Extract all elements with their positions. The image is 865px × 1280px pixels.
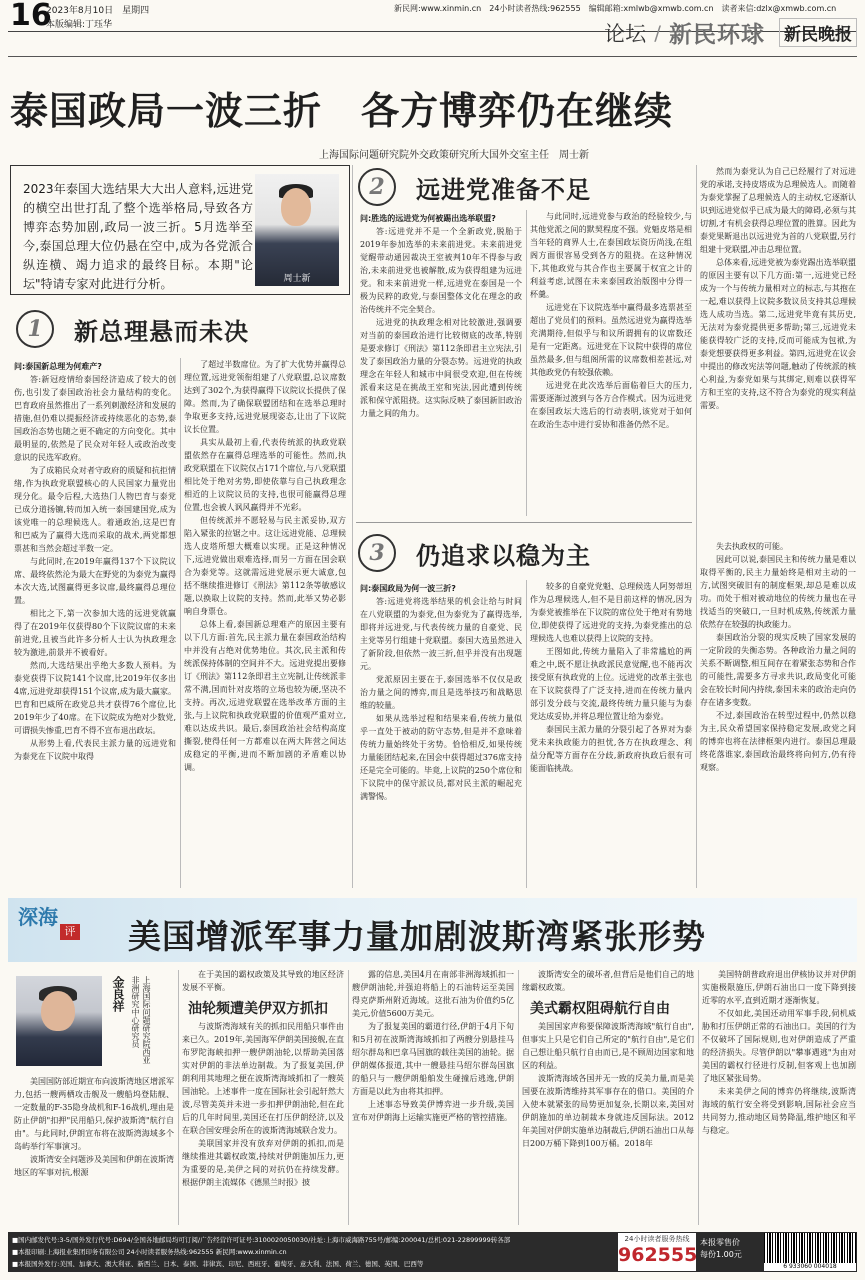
section-3-title: 仍追求以稳为主 <box>416 541 591 570</box>
section-divider <box>356 522 692 523</box>
article-2-headline: 美国增派军事力量加剧波斯湾紧张形势 <box>128 917 706 956</box>
column-rule <box>526 210 527 516</box>
price-label: 本报零售价 <box>700 1238 740 1247</box>
section-2-col-2 <box>530 210 692 516</box>
paragraph: 美联国家并没有放弃对伊朗的抓扣,而是继续推进其霸权政策,持续对伊朗施加压力,更为重要的是,美伊之间的对抗仍在持续发酵。根据伊朗主流媒体《德黑兰时报》披 <box>182 1139 344 1187</box>
article-byline: 上海国际问题研究院外交政策研究所大国外交室主任 周士新 <box>319 150 589 161</box>
paragraph: 露的信息,美国4月在南部非洲海域抓扣一艘伊朗油轮,并强迫将船上的石油转运至美国得克萨斯州附近海域。这批石油为价值约5亿美元,价值5600万美元。 <box>352 970 514 1018</box>
author-2-name: 金良祥 <box>111 976 125 1012</box>
paragraph: 失去执政权的可能。 <box>716 542 788 551</box>
article-2-col-2 <box>352 968 514 1225</box>
column-rule <box>180 358 181 888</box>
paragraph: 波斯湾海域各国并无一致的反美力量,而是美国要在波斯湾维持其军事存在的借口。美国的介入使本就紧张的局势更加复杂,长期以来,美国对伊朗施加的单边制裁本身就违反国际法。2012年美国对伊朗实施单边制裁后,伊朗石油出口从每日200万桶下降到100万桶。2018年 <box>522 1074 694 1148</box>
question-line: 问:泰国政局为何一波三折? <box>360 584 456 593</box>
paragraph: 上述事态导致美伊博弈进一步升级,美国宣布对伊朗海上运输实施更严格的管控措施。 <box>352 1100 514 1122</box>
paragraph: 但传统派并不愿轻易与民主派妥协,双方陷入紧张的拉锯之中。这让远进党能、总理候选人皮塔所想大概难以实现。正是这种情况下,远进党做出艰难选择,而另一方面在国会联合为泰党等。这就需远进党展示更大诚意,包括不继续推进修订《刑法》第112条等敏感议题,以换取上议院的支持。然而,此举又势必影响自身票仓。 <box>184 516 346 616</box>
question-line: 问:泰国新总理为何难产? <box>14 362 102 371</box>
paragraph: 答:新冠疫情给泰国经济造成了较大的创伤,也引发了泰国政治社会力量结构的变化。巴育政府虽然推出了一系列刺激经济和发展的措施,但仍难以提振经济或持续恶化的态势,泰国政治态势也随之更不确定的方向变化。其中最明显的,依然是了民众对年轻人或政治改变意识的民选军政府。 <box>14 375 176 462</box>
paragraph: 如果从选举过程和结果来看,传统力量似乎一直处于被动的防守态势,但是并不意味着传统力量始终处于劣势。恰恰相反,如果传统力量能团结起来,在国会中获得超过376席支持还是完全可能的。毕竟,上议院的250个席位和下议院中的保守派议员,都对民主派的崛起充满警惕。 <box>360 714 522 801</box>
paragraph: 具实从最初上看,代表传统派的执政党联盟依然存在赢得总理选举的可能性。然而,执政党联盟在下议院仅占171个席位,与八党联盟相比处于绝对劣势,即使依靠与自己执政理念相近的上议院议员的支持,也很可能赢得总理位置,也会被人讽风赢得并不光彩。 <box>184 438 346 512</box>
paragraph: 在于美国的霸权政策及其导致的地区经济发展不平衡。 <box>182 970 344 992</box>
author-2-photo <box>16 976 102 1066</box>
article-2-col-4 <box>702 968 856 1225</box>
section-3-col-3 <box>700 540 856 888</box>
section-name: 论坛 <box>604 21 647 46</box>
section-1-col-2 <box>184 358 346 888</box>
paragraph: 总体来看,远进党被为泰党踢出选举联盟的原因主要有以下几方面:第一,远进党已经成为一个与传统力量相对立的标志,与其抱在一起,难以获得上议院多数议员支持其总理候选人成功当选。第二,远进党毕竟有其历史,无法对为泰党提供更多帮助;第三,远进党未能获得较广泛的支持,反而可能成为包袱,为泰党想要获得更多利益。第四,远进党在议会中提出的修改宪法等问题,触动了传统派的核心利益,为泰党如果与其绑定,则难以获得军方和王室的支持,这不符合为泰党的现实利益需要。 <box>700 258 856 410</box>
section-1-title: 新总理悬而未决 <box>74 317 249 346</box>
paragraph: 王图如此,传统力量陷入了非常尴尬的两难之中,既不愿让执政派民意觉醒,也不能再次接受原有执政党的上位。远进党的改革主张也在下议院获得了广泛支持,进而在传统力量内部引发分歧与交流,最终传统力量只能与为泰党达成妥协,并将总理位置让给为泰党。 <box>530 647 692 721</box>
paragraph: 党派原因主要在于,泰国选举不仅仅是政治力量之间的博弈,而且是选举技巧和战略思维的较量。 <box>360 675 522 710</box>
section-2-col-3 <box>700 165 856 505</box>
article-headline: 泰国政局一波三折 各方博弈仍在继续 <box>10 89 674 133</box>
paragraph: 远进党在此次选举后面临着巨大的压力,需要逐渐过渡到与各方合作模式。因为远进党在泰国政坛大选后的行动表明,该党对于如何在政治生态中进行妥协和准备仍然不足。 <box>530 381 692 429</box>
barcode-number: 6 933060 004018 <box>764 1263 856 1271</box>
paragraph: 答:远进党将选举结果的机会让给与时间在八党联盟的为泰党,但为泰党为了赢得选举,即将并远进党,与代表传统力量的自豪党、民主党等另行组建十党联盟。泰国大选虽然进入了新阶段,但依然一波三折,但乎并没有出现题元。 <box>360 597 522 671</box>
header-divider <box>8 56 857 57</box>
newspaper-logo: 新民晚报 <box>779 18 857 47</box>
section-2-col-1 <box>360 210 522 516</box>
article-2-col-1 <box>182 1020 344 1225</box>
author-2-affiliation: 上海国际问题研究院西亚非洲研究中心研究员 <box>131 976 151 1064</box>
author-photo <box>255 174 339 286</box>
hotline-number: 962555 <box>618 1244 698 1266</box>
column-rule <box>698 970 699 1225</box>
paragraph: 为了成箱民众对者守政府的质疑和抗拒情绪,作为执政党联盟核心的人民国家力量党出现分化。最令后程,大选热门人物巴育与泰党已成分道扬镳,转而加入统一泰国建国党,成为该党唯一的总理候选人。着通政治,这是巴育和巴威为了赢得大选而采取的战术,两党都想票甚和当然会超过半数一定。 <box>14 466 176 553</box>
paragraph: 波斯湾安全的破坏者,但背后是他们自己的地缘霸权政策。 <box>522 970 694 992</box>
footer-bar <box>8 1232 857 1272</box>
subsection-name: 新民环球 <box>669 21 765 48</box>
paragraph: 因此可以说,泰国民主和传统力量是难以取得平衡的,民主力量始终是相对主动的一方,试图突破旧有的制度框架,却总是难以成功。而处于相对被动地位的传统力量也在寻找适当的突破口,一旦时机成熟,传统派力量依然存在较强的执政能力。 <box>700 555 856 629</box>
column-rule <box>348 970 349 1225</box>
paragraph: 美国特朗普政府退出伊核协议并对伊朗实施极限施压,伊朗石油出口一度下降到接近零的水平,直到近期才逐渐恢复。 <box>702 970 856 1005</box>
section-slash: / <box>654 20 661 45</box>
issue-date: 2023年8月10日 星期四 <box>46 6 150 16</box>
section-3-number: 3 <box>358 534 396 572</box>
column-rule <box>178 970 179 1225</box>
paragraph: 不仅如此,美国还动用军事手段,伺机威胁和打压伊朗正常的石油出口。美国的行为不仅破坏了国际规则,也对伊朗造成了严重的经济损失。尽管伊朗以"攀事遇逃"为由对美国的霸权行径进行反制,但客观上也加剧了地区紧张局势。 <box>702 1009 856 1083</box>
paragraph: 然而为泰党认为自己已经履行了对远进党的承诺,支持皮塔成为总理候选人。而随着为泰党掌握了总理候选人的主动权,它逐渐认识到远进党似乎已成为最大的障碍,必须与其切割,才有机会获得总理位置的胜算。因此为泰党果断退出以远进党为首的八党联盟,另行组建十党联盟,冲击总理位置。 <box>700 167 856 254</box>
photo-caption: 周士新 <box>283 274 311 284</box>
paragraph: 与此同时,在2019年赢得137个下议院议席、最终依然沦为最大在野党的为泰党为赢得本次大选,试图赢得更多议席,最终赢得总理位置。 <box>14 557 176 605</box>
column-logo <box>14 904 84 956</box>
page-number: 16 <box>10 0 52 33</box>
price-value: 每份1.00元 <box>700 1250 742 1259</box>
section-2-heading <box>358 168 591 206</box>
paragraph: 美国国家声称要保障波斯湾海域"航行自由",但事实上只是它们自己所定的"航行自由",是它们自己想让船只航行自由而已,是不顾周边国家和地区的利益。 <box>522 1022 694 1070</box>
paragraph: 波斯湾安全问题涉及美国和伊朗在波斯湾地区的军事对抗,根源 <box>14 1155 174 1177</box>
paragraph: 答:远进党并不是一个全新政党,脱胎于2019年参加选举的未来前进党。未来前进党觉醒带动通因裁决王室被判10年不得参与政治,未来前进党也被解散,成为获得组建为远进党。和未来前进党一样,远进党在泰国是一个极为民粹的政党,与泰国整体文化在理念的政治传统并不完全契合。 <box>360 227 522 314</box>
paragraph: 总体上看,泰国新总理难产的原因主要有以下几方面:首先,民主派力量在泰国政治结构中并没有占绝对优势地位。其次,民主派和传统派保持体制的空间并不大。远进党提出要修订《刑法》第112条即君主立宪制,让传统派非常不满,国而针对皮塔的立场也较为硬,坚决不支持。再次,远进党联盟在选举改革方面的主张,与上议院和执政党联盟的价值观严重对立,难以达成共识。最后,泰国政治社会结构高度撕裂,使得任何一方都难以在两大阵营之间达成稳定的平衡,进而不断加剧的矛盾难以协调。 <box>184 620 346 772</box>
editor-credit: 本版编辑:丁珏华 <box>46 20 113 30</box>
paragraph: 从形势上看,代表民主派力量的远进党和为泰党在下议院中取得 <box>14 739 176 761</box>
paragraph: 较多的自豪党党魁、总理候选人阿努蒂坦作为总理候选人,但不是目前这样的情况,因为为泰党被推举在下议院的席位处于绝对有势地位,即使获得了远进党的支持,为泰党推出的总理候选人也难以获得上议院的支持。 <box>530 582 692 643</box>
paragraph: 了超过半数席位。为了扩大优势并赢得总理位置,远进党领衔组建了八党联盟,总议席数达到了302个,为获得赢得下议院议长提供了保障。然而,为了确保联盟团结和在选举总理时争取更多支持,远进党展现姿态,让出了下议院议长位置。 <box>184 360 346 434</box>
section-2-title: 远进党准备不足 <box>416 175 591 204</box>
article-2-author <box>16 970 176 1066</box>
paragraph: 泰国民主派力量的分裂引起了各界对为泰党未来执政能力的担忧,各方在执政理念、利益分配等方面存在分歧,新政府执政后很有可能面临挑战。 <box>530 725 692 773</box>
subheading-2: 美式霸权阻碍航行自由 <box>530 1001 670 1017</box>
section-3-heading <box>358 534 591 572</box>
hotline-box <box>618 1233 696 1271</box>
contact-line: 新民网:www.xinmin.cn 24小时读者热线:962555 编辑邮箱:xmlwb@xmwb.com.cn 读者来信:dzlx@xmwb.com.cn <box>394 4 837 13</box>
article-2-col-3-top <box>522 968 694 996</box>
paragraph: 远进党在下议院选举中赢得最多选票甚至超出了党员们的预料。虽然远进党为赢得选举充满期待,但似乎与和议所谓拥有的议席数还是有一定距离。远进党在下议院中获得的席位虽然最多,但与组阁所需的议席数相差甚远,对其他政党仍有较强依赖。 <box>530 303 692 377</box>
intro-box <box>10 165 350 295</box>
article-2-col-1-top <box>182 968 344 996</box>
section-3-col-1 <box>360 580 522 888</box>
section-3-col-2 <box>530 580 692 888</box>
footer-line-1: ■国内邮发代号:3-5/国外发行代号:D694/全国各地邮局均可订阅/广告经营许可证号:3100020050030/社址:上海市威海路755号/邮编:200041/总机:021-22899999转各部 <box>12 1236 511 1244</box>
column-rule <box>352 165 353 888</box>
column-rule <box>518 970 519 1225</box>
article-2-banner <box>8 898 857 962</box>
paragraph: 为了报复美国的霸道行径,伊朗于4月下旬和5月初在波斯湾海域抓扣了两艘分别悬挂马绍尔群岛和巴拿马国旗的载往美国的油轮。据伊朗媒体报道,其中一艘悬挂马绍尔群岛国旗的船只与一艘伊朗船舶发生碰撞后逃逸,伊朗方面是以此为由将其扣押。 <box>352 1022 514 1096</box>
section-1-number: 1 <box>16 310 54 348</box>
paragraph: 不过,泰国政治在转型过程中,仍然以稳为主,民众希望国家保持稳定发展,政党之间的博弈也将在法律框架内进行。泰国总理最终花落谁家,泰国政治最终将向何方,仍有待观察。 <box>700 711 856 772</box>
price-box <box>700 1233 762 1271</box>
column-rule <box>696 165 697 888</box>
photo-face <box>41 991 75 1031</box>
article-2-col-0 <box>14 1075 174 1225</box>
article-2-col-3 <box>522 1020 694 1225</box>
section-banner <box>604 16 857 49</box>
column-logo-text: 深海 <box>18 905 58 929</box>
barcode <box>764 1233 856 1271</box>
subheading-1: 油轮频遭美伊双方抓扣 <box>188 1001 328 1017</box>
paragraph: 与波斯湾海域有关的抓扣民用船只事件由来已久。2019年,美国海军伊朗美国接舰,在直布罗陀海峡扣押一艘伊朗油轮,以帮助美国落实对伊朗的非法单边制裁。为了报复美国,伊朗利用其地理之便在波斯湾海域抓扣了一艘英国油轮。上述事件一度在国际社会引起轩然大波,尽管美英并未进一步扣押伊朗油轮,但在此后的几年时间里,美国还在打压伊朗经济,以及在联合国安理会所在的波斯湾海域联合发力。 <box>182 1022 344 1135</box>
section-1-col-1 <box>14 358 176 888</box>
question-line: 问:胜选的远进党为何被踢出选举联盟? <box>360 214 496 223</box>
paragraph: 相比之下,第一次参加大选的远进党就赢得了在2019年仅获得80个下议院议席的未来前进党,且被当此许多分析人士认为执政理念较为激进,前景并不被看好。 <box>14 609 176 657</box>
photo-face <box>281 188 311 226</box>
footer-line-2: ■本报印刷:上海报业集团印务有限公司 24小时读者服务热线:962555 新民网:www.xinmin.cn <box>12 1248 287 1256</box>
paragraph: 然而,大选结果出乎绝大多数人预料。为泰党获得下议院141个议席,比2019年仅多出4席,远进党却获得151个议席,成为最大赢家。巴育和巴威所在政党总共才获得76个席位,比2019年少了40席。在下议院成为绝对少数党,可谓损失惨重,巴育不得不宣布退出政坛。 <box>14 661 176 735</box>
column-rule <box>526 580 527 888</box>
column-logo-tag: 评 <box>60 924 80 940</box>
paragraph: 美国国防部近期宣布向波斯湾地区增派军力,包括一艘两栖攻击舰及一艘船坞登陆舰、一定数量的F-35隐身战机和F-16战机,理由是防止伊朗"扣押"民用船只,保护波斯湾"航行自由"。与此同时,伊朗宣布将在波斯湾海域多个岛屿举行军事演习。 <box>14 1077 174 1151</box>
paragraph: 泰国政治分裂的现实反映了国家发展的一定阶段的失衡态势。各种政治力量之间的关系不断调整,相互间存在着紧张态势和合作的可能性,需要多方寻求共识,政局变化可能会在较长时间内持续,泰国未来的政治走向仍存在诸多变数。 <box>700 633 856 707</box>
footer-line-3: ■本报国外发行:美国、加拿大、澳大利亚、新西兰、日本、泰国、菲律宾、印尼、西班牙、葡萄牙、意大利、法国、荷兰、德国、英国、巴西等 <box>12 1260 424 1268</box>
paragraph: 与此同时,远进党参与政治的经验较少,与其他党派之间的默契程度不强。党魁皮塔是相当年轻的商界人士,在泰国政坛资历尚浅,在组阁方面很容易受到各方的阻挠。在这种情况下,其他政党与其合作也主要属于权宜之计的利益考虑,试图在未来泰国政治版图中分得一杯羹。 <box>530 212 692 299</box>
hotline-label: 24小时读者服务热线 <box>624 1235 690 1243</box>
intro-text: 2023年泰国大选结果大大出人意料,远进党的横空出世打乱了整个选举格局,导致各方博弈态势加剧,政局一波三折。5月选举至今,泰国总理大位仍悬在空中,成为各党派合纵连横、竭力追求的最终目标。本期"论坛"特请专家对此进行分析。 <box>23 182 253 291</box>
section-2-number: 2 <box>358 168 396 206</box>
paragraph: 未来美伊之间的博弈仍将继续,波斯湾海域的航行安全将受到影响,国际社会应当共同努力,推动地区局势降温,维护地区和平与稳定。 <box>702 1087 856 1135</box>
paragraph: 远进党的执政理念相对比较激进,强调要对当前的泰国政治进行比较彻底的改革,特别是要求修订《刑法》第112条即君主立宪法,引发了泰国政治力量的分裂态势。远进党的执政理念在年轻人和城市中间很受欢迎,但在传统派看来这是在挑战王室和宪法,因此遭到传统派和保守派阻挠。这实际反映了泰国新旧政治力量之间的角力。 <box>360 318 522 418</box>
section-1-heading <box>16 310 249 348</box>
